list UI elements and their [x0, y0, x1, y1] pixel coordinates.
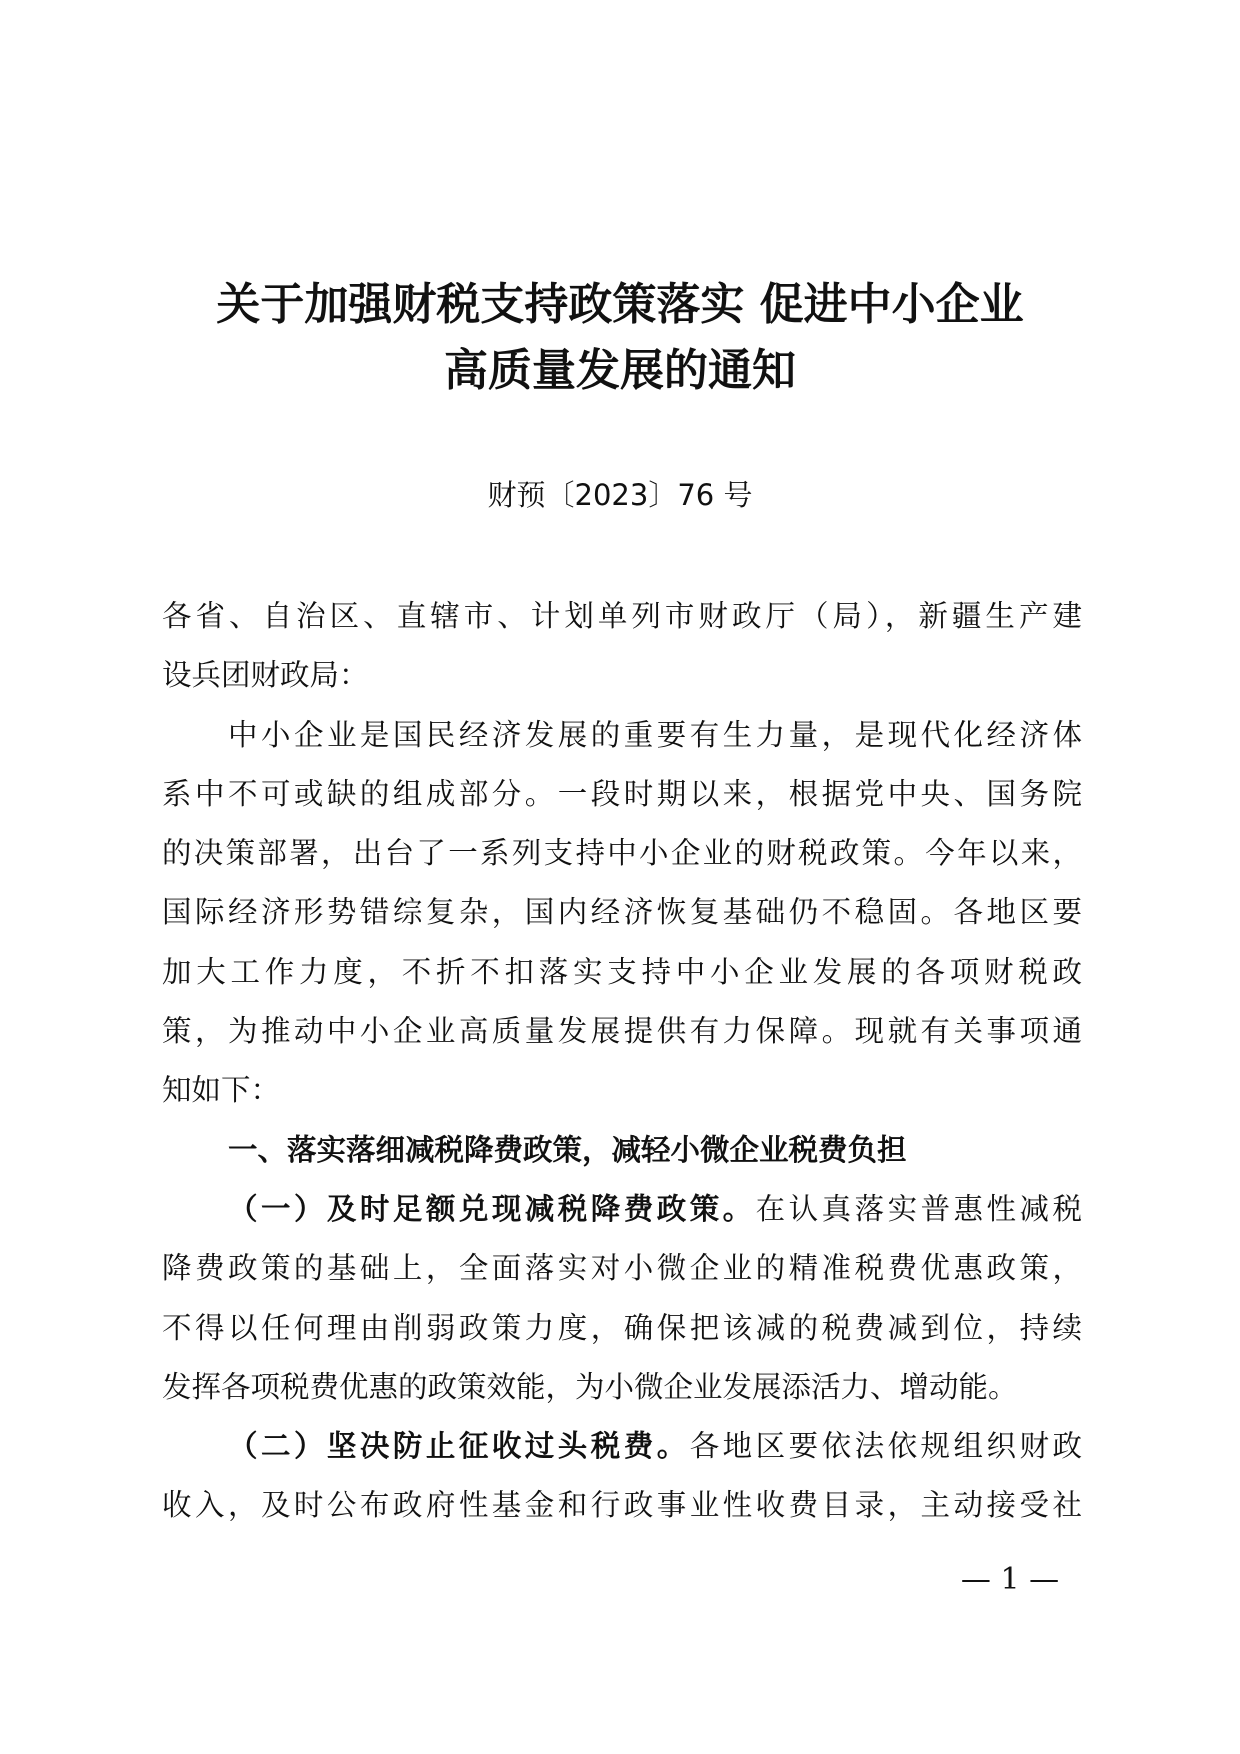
document-number: 财预〔2023〕76 号	[487, 478, 753, 512]
intro-line: 系中不可或缺的组成部分。一段时期以来，根据党中央、国务院	[162, 776, 1082, 811]
page-number: — 1 —	[960, 1562, 1060, 1597]
intro-line: 策，为推动中小企业高质量发展提供有力保障。现就有关事项通	[162, 1014, 1082, 1049]
item-2-first-line	[162, 1417, 1082, 1476]
addressee-line-1: 各省、自治区、直辖市、计划单列市财政厅（局），新疆生产建	[162, 599, 1082, 633]
item-1-line: 降费政策的基础上，全面落实对小微企业的精准税费优惠政策，	[162, 1251, 1082, 1286]
addressee-line-2: 设兵团财政局：	[162, 658, 369, 693]
title-line-1: 关于加强财税支持政策落实 促进中小企业	[216, 279, 1024, 330]
item-1-line: 发挥各项税费优惠的政策效能，为小微企业发展添活力、增动能。	[162, 1369, 1018, 1404]
item-1-first-line	[162, 1180, 1082, 1239]
item-1-line: 不得以任何理由削弱政策力度，确保把该减的税费减到位，持续	[162, 1310, 1082, 1345]
item-1-label: （一）及时足额兑现减税降费政策。	[228, 1191, 756, 1226]
intro-line: 加大工作力度，不折不扣落实支持中小企业发展的各项财税政	[162, 954, 1082, 989]
title-line-2: 高质量发展的通知	[444, 345, 796, 396]
intro-line: 中小企业是国民经济发展的重要有生力量，是现代化经济体	[228, 717, 1082, 752]
item-2-line: 收入，及时公布政府性基金和行政事业性收费目录，主动接受社	[162, 1488, 1082, 1523]
intro-line: 国际经济形势错综复杂，国内经济恢复基础仍不稳固。各地区要	[162, 895, 1082, 930]
document-body	[162, 587, 1082, 1536]
section-heading: 一、落实落细减税降费政策，减轻小微企业税费负担	[228, 1132, 907, 1167]
intro-line: 的决策部署，出台了一系列支持中小企业的财税政策。今年以来，	[162, 836, 1082, 871]
intro-line: 知如下：	[162, 1073, 281, 1108]
item-2-label: （二）坚决防止征收过头税费。	[228, 1429, 690, 1464]
item-1-text: 在认真落实普惠性减税	[755, 1191, 1082, 1226]
item-2-text: 各地区要依法依规组织财政	[689, 1429, 1082, 1464]
document-title	[0, 272, 1240, 404]
